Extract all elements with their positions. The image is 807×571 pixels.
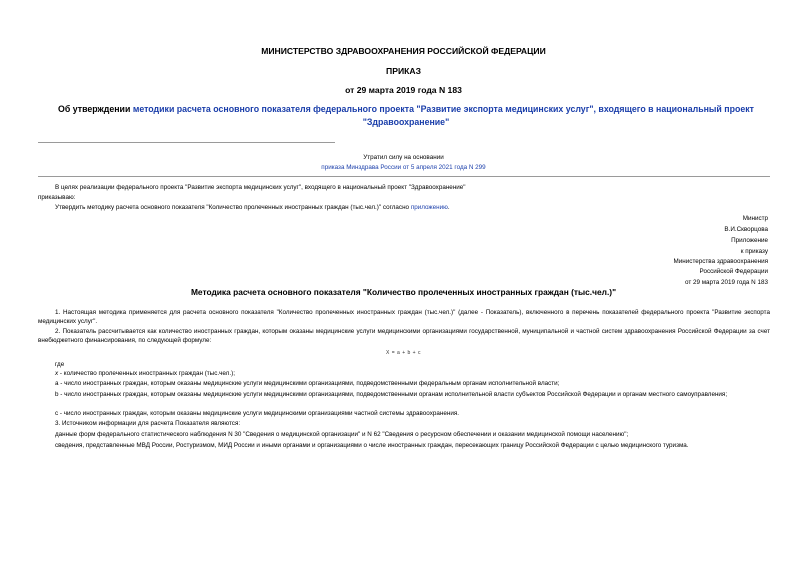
- body-paragraph-2: 2. Показатель рассчитывается как количество иностранных граждан, которым оказаны медицинские услуги медицинскими организациями государственной, муниципальной и частной систем здравоохранения Российской Федерации за счет внебюджетного финансирования, по следующей формуле:: [38, 328, 770, 344]
- separator-rule: [38, 142, 335, 143]
- separator-rule: [38, 176, 770, 177]
- preamble-text: В целях реализации федерального проекта "Развитие экспорта медицинских услуг", входящего в национальный проект "Здравоохранение": [55, 184, 466, 191]
- definition-x-text: - количество пролеченных иностранных граждан (тыс.чел.);: [58, 370, 235, 377]
- formula: X = a + b + c: [386, 350, 421, 356]
- definition-a: a - число иностранных граждан, которым оказаны медицинские услуги медицинскими организациями, подведомственными федеральным органам исполнительной власти;: [55, 380, 560, 387]
- preamble-order: приказываю:: [38, 194, 76, 201]
- body-paragraph-1: 1. Настоящая методика применяется для расчета основного показателя "Количество пролеченных иностранных граждан (тыс.чел.)" (далее - Показатель), включенного в перечень показателей федерального проекта "Развитие экспорта медицинских услуг".: [38, 309, 770, 325]
- approval-text: [55, 204, 770, 212]
- status-note-line: Утратил силу на основании: [363, 154, 444, 161]
- ministry-heading: МИНИСТЕРСТВО ЗДРАВООХРАНЕНИЯ РОССИЙСКОЙ ФЕДЕРАЦИИ: [261, 46, 546, 56]
- signer-name: В.И.Скворцова: [724, 226, 768, 233]
- status-note-link[interactable]: приказа Минздрава России от 5 апреля 2021 года N 299: [321, 164, 486, 171]
- signer-position: Министр: [742, 215, 768, 222]
- appendix-to-order: к приказу: [740, 248, 768, 255]
- variable-x: x: [55, 370, 59, 377]
- appendix-date: от 29 марта 2019 года N 183: [684, 279, 768, 286]
- body-paragraph-4: данные форм федерального статистического наблюдения N 30 "Сведения о медицинской организации" и N 62 "Сведения о ресурсном обеспечении и оказании медицинской помощи населению";: [55, 431, 629, 438]
- approval-text-main: Утвердить методику расчета основного показателя "Количество пролеченных иностранных граждан (тыс.чел.)" согласно: [55, 204, 411, 211]
- definition-c: c - число иностранных граждан, которым оказаны медицинские услуги медицинскими организациями частной системы здравоохранения.: [55, 410, 460, 417]
- definition-x: [55, 370, 770, 378]
- document-subject: [30, 103, 782, 129]
- doc-type-heading: ПРИКАЗ: [386, 66, 421, 76]
- approval-text-end: .: [447, 204, 450, 211]
- appendix-ministry: Министерства здравоохранения: [673, 258, 768, 265]
- subject-prefix: Об утверждении: [58, 104, 133, 114]
- appendix-country: Российской Федерации: [699, 268, 768, 275]
- appendix-link[interactable]: приложению: [410, 204, 448, 211]
- body-paragraph-5: сведения, представленные МВД России, Ростуризмом, МИД России и иными органами и организациями о числе иностранных граждан, пересекающих границу Российской Федерации с целью медицинского туризма.: [55, 442, 689, 449]
- definition-b: b - число иностранных граждан, которым оказаны медицинские услуги медицинскими организациями, подведомственными органам исполнительной власти субъектов Российской Федерации и органам местного самоуправления;: [55, 391, 728, 398]
- body-paragraph-3: 3. Источником информации для расчета Показателя являются:: [55, 420, 241, 427]
- appendix-label: Приложение: [731, 237, 768, 244]
- where-label: где: [55, 361, 65, 368]
- doc-date-number: от 29 марта 2019 года N 183: [345, 85, 462, 95]
- method-title: Методика расчета основного показателя "Количество пролеченных иностранных граждан (тыс.чел.)": [190, 287, 617, 297]
- subject-link[interactable]: методики расчета основного показателя федерального проекта "Развитие экспорта медицинских услуг", входящего в национальный проект "Здравоохранение": [132, 104, 754, 127]
